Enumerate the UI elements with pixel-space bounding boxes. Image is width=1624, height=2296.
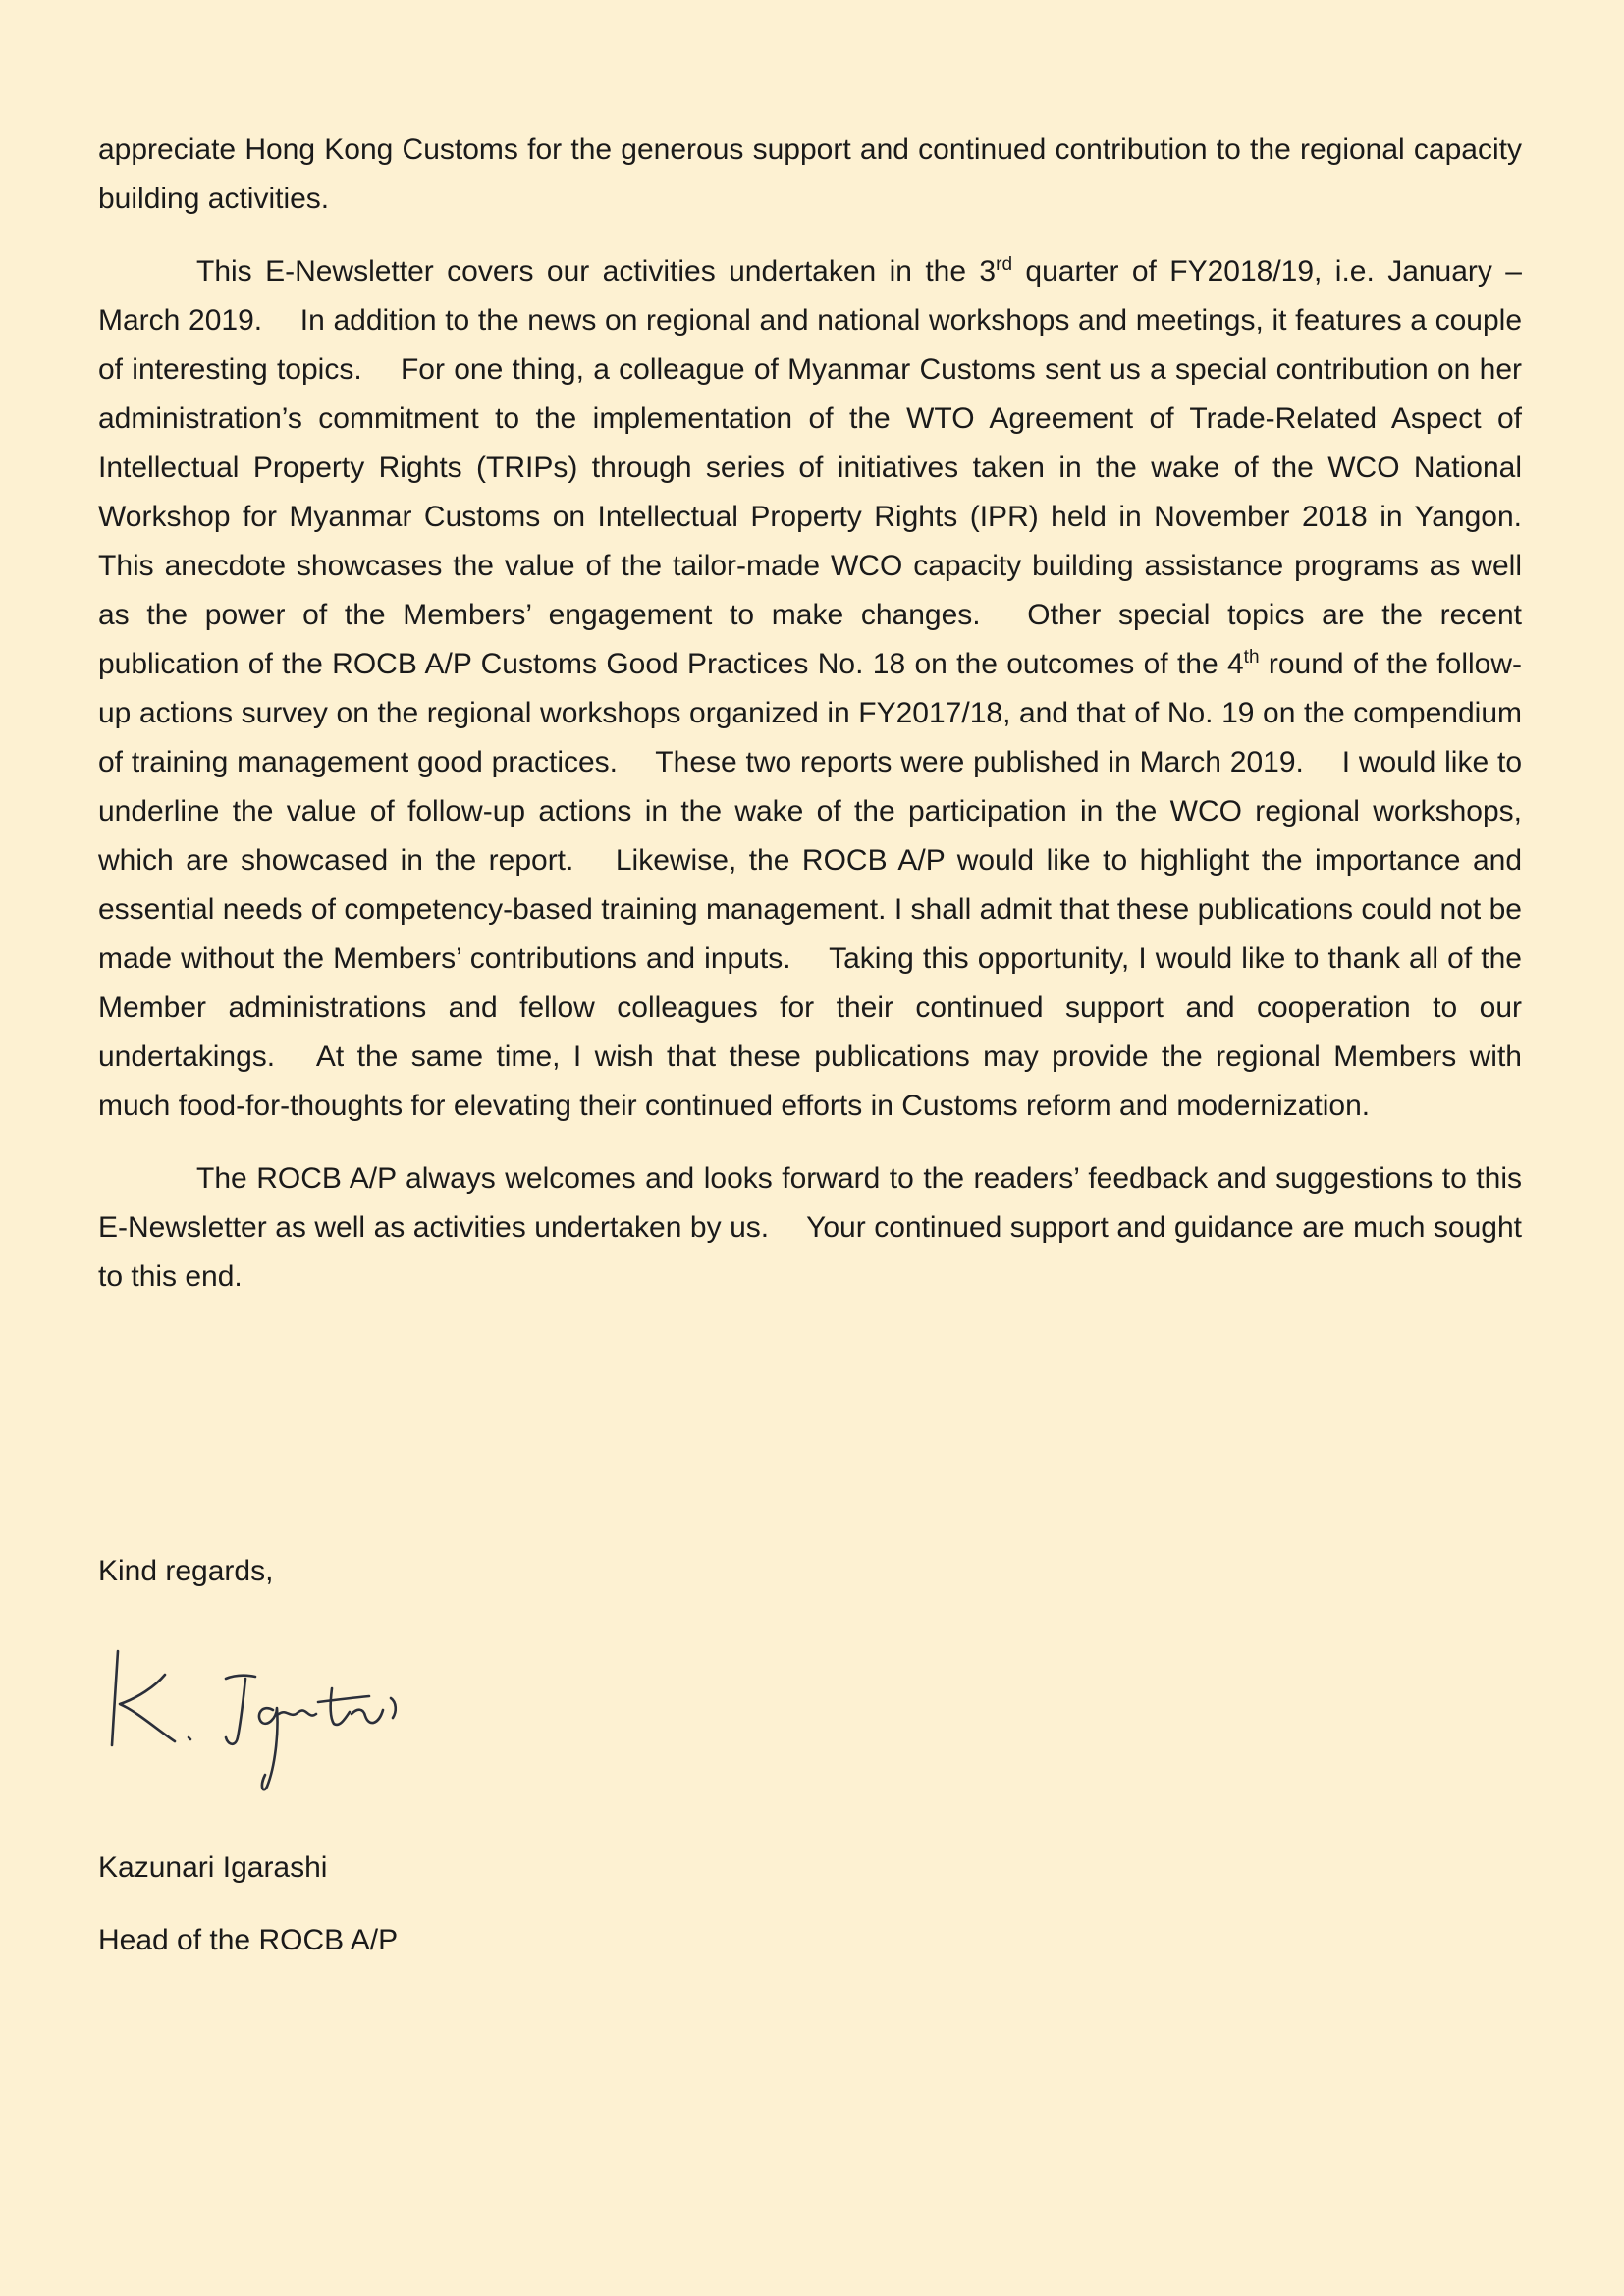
superscript-rd: rd <box>996 254 1013 275</box>
paragraph-main <box>98 247 1522 1131</box>
closing-salutation: Kind regards, <box>98 1555 274 1587</box>
superscript-th: th <box>1243 647 1260 667</box>
signature-graphic <box>98 1639 491 1806</box>
paragraph-main-part-1: This E-Newsletter covers our activities undertaken in the 3 <box>196 255 997 288</box>
paragraph-main-part-3: round of the follow-up actions survey on the regional workshops organized in FY2017/18, and that of No. 19 on the compendium of training management good practices. These two reports were published in March 2019. I would like to underline the value of follow-up actions in the wake of the participation in the WCO regional workshops, which are showcased in the report. Likewise, the ROCB A/P would like to highlight the importance and essential needs of competency-based training management. I shall admit that these publications could not be made without the Members’ contributions and inputs. Taking this opportunity, I would like to thank all of the Member administrations and fellow colleagues for their continued support and cooperation to our undertakings. At the same time, I wish that these publications may provide the regional Members with much food-for-thoughts for elevating their continued efforts in Customs reform and modernization. <box>98 648 1522 1122</box>
handwritten-signature <box>98 1639 491 1806</box>
letter-body <box>98 126 1522 1325</box>
paragraph-feedback: The ROCB A/P always welcomes and looks forward to the readers’ feedback and suggestions to this E-Newsletter as well as activities undertaken by us. Your continued support and guidance are much sought to this end. <box>98 1162 1522 1293</box>
signer-title: Head of the ROCB A/P <box>98 1924 399 1956</box>
paragraph-intro: appreciate Hong Kong Customs for the generous support and continued contribution to the regional capacity building activities. <box>98 133 1522 215</box>
signer-name: Kazunari Igarashi <box>98 1851 328 1884</box>
paragraph-main-part-2: quarter of FY2018/19, i.e. January – March 2019. In addition to the news on regional and national workshops and meetings, it features a couple of interesting topics. For one thing, a colleague of Myanmar Customs sent us a special contribution on her administration’s commitment to the implementation of the WTO Agreement of Trade-Related Aspect of Intellectual Property Rights (TRIPs) through series of initiatives taken in the wake of the WCO National Workshop for Myanmar Customs on Intellectual Property Rights (IPR) held in November 2018 in Yangon. This anecdote showcases the value of the tailor-made WCO capacity building assistance programs as well as the power of the Members’ engagement to make changes. Other special topics are the recent publication of the ROCB A/P Customs Good Practices No. 18 on the outcomes of the 4 <box>98 255 1522 680</box>
